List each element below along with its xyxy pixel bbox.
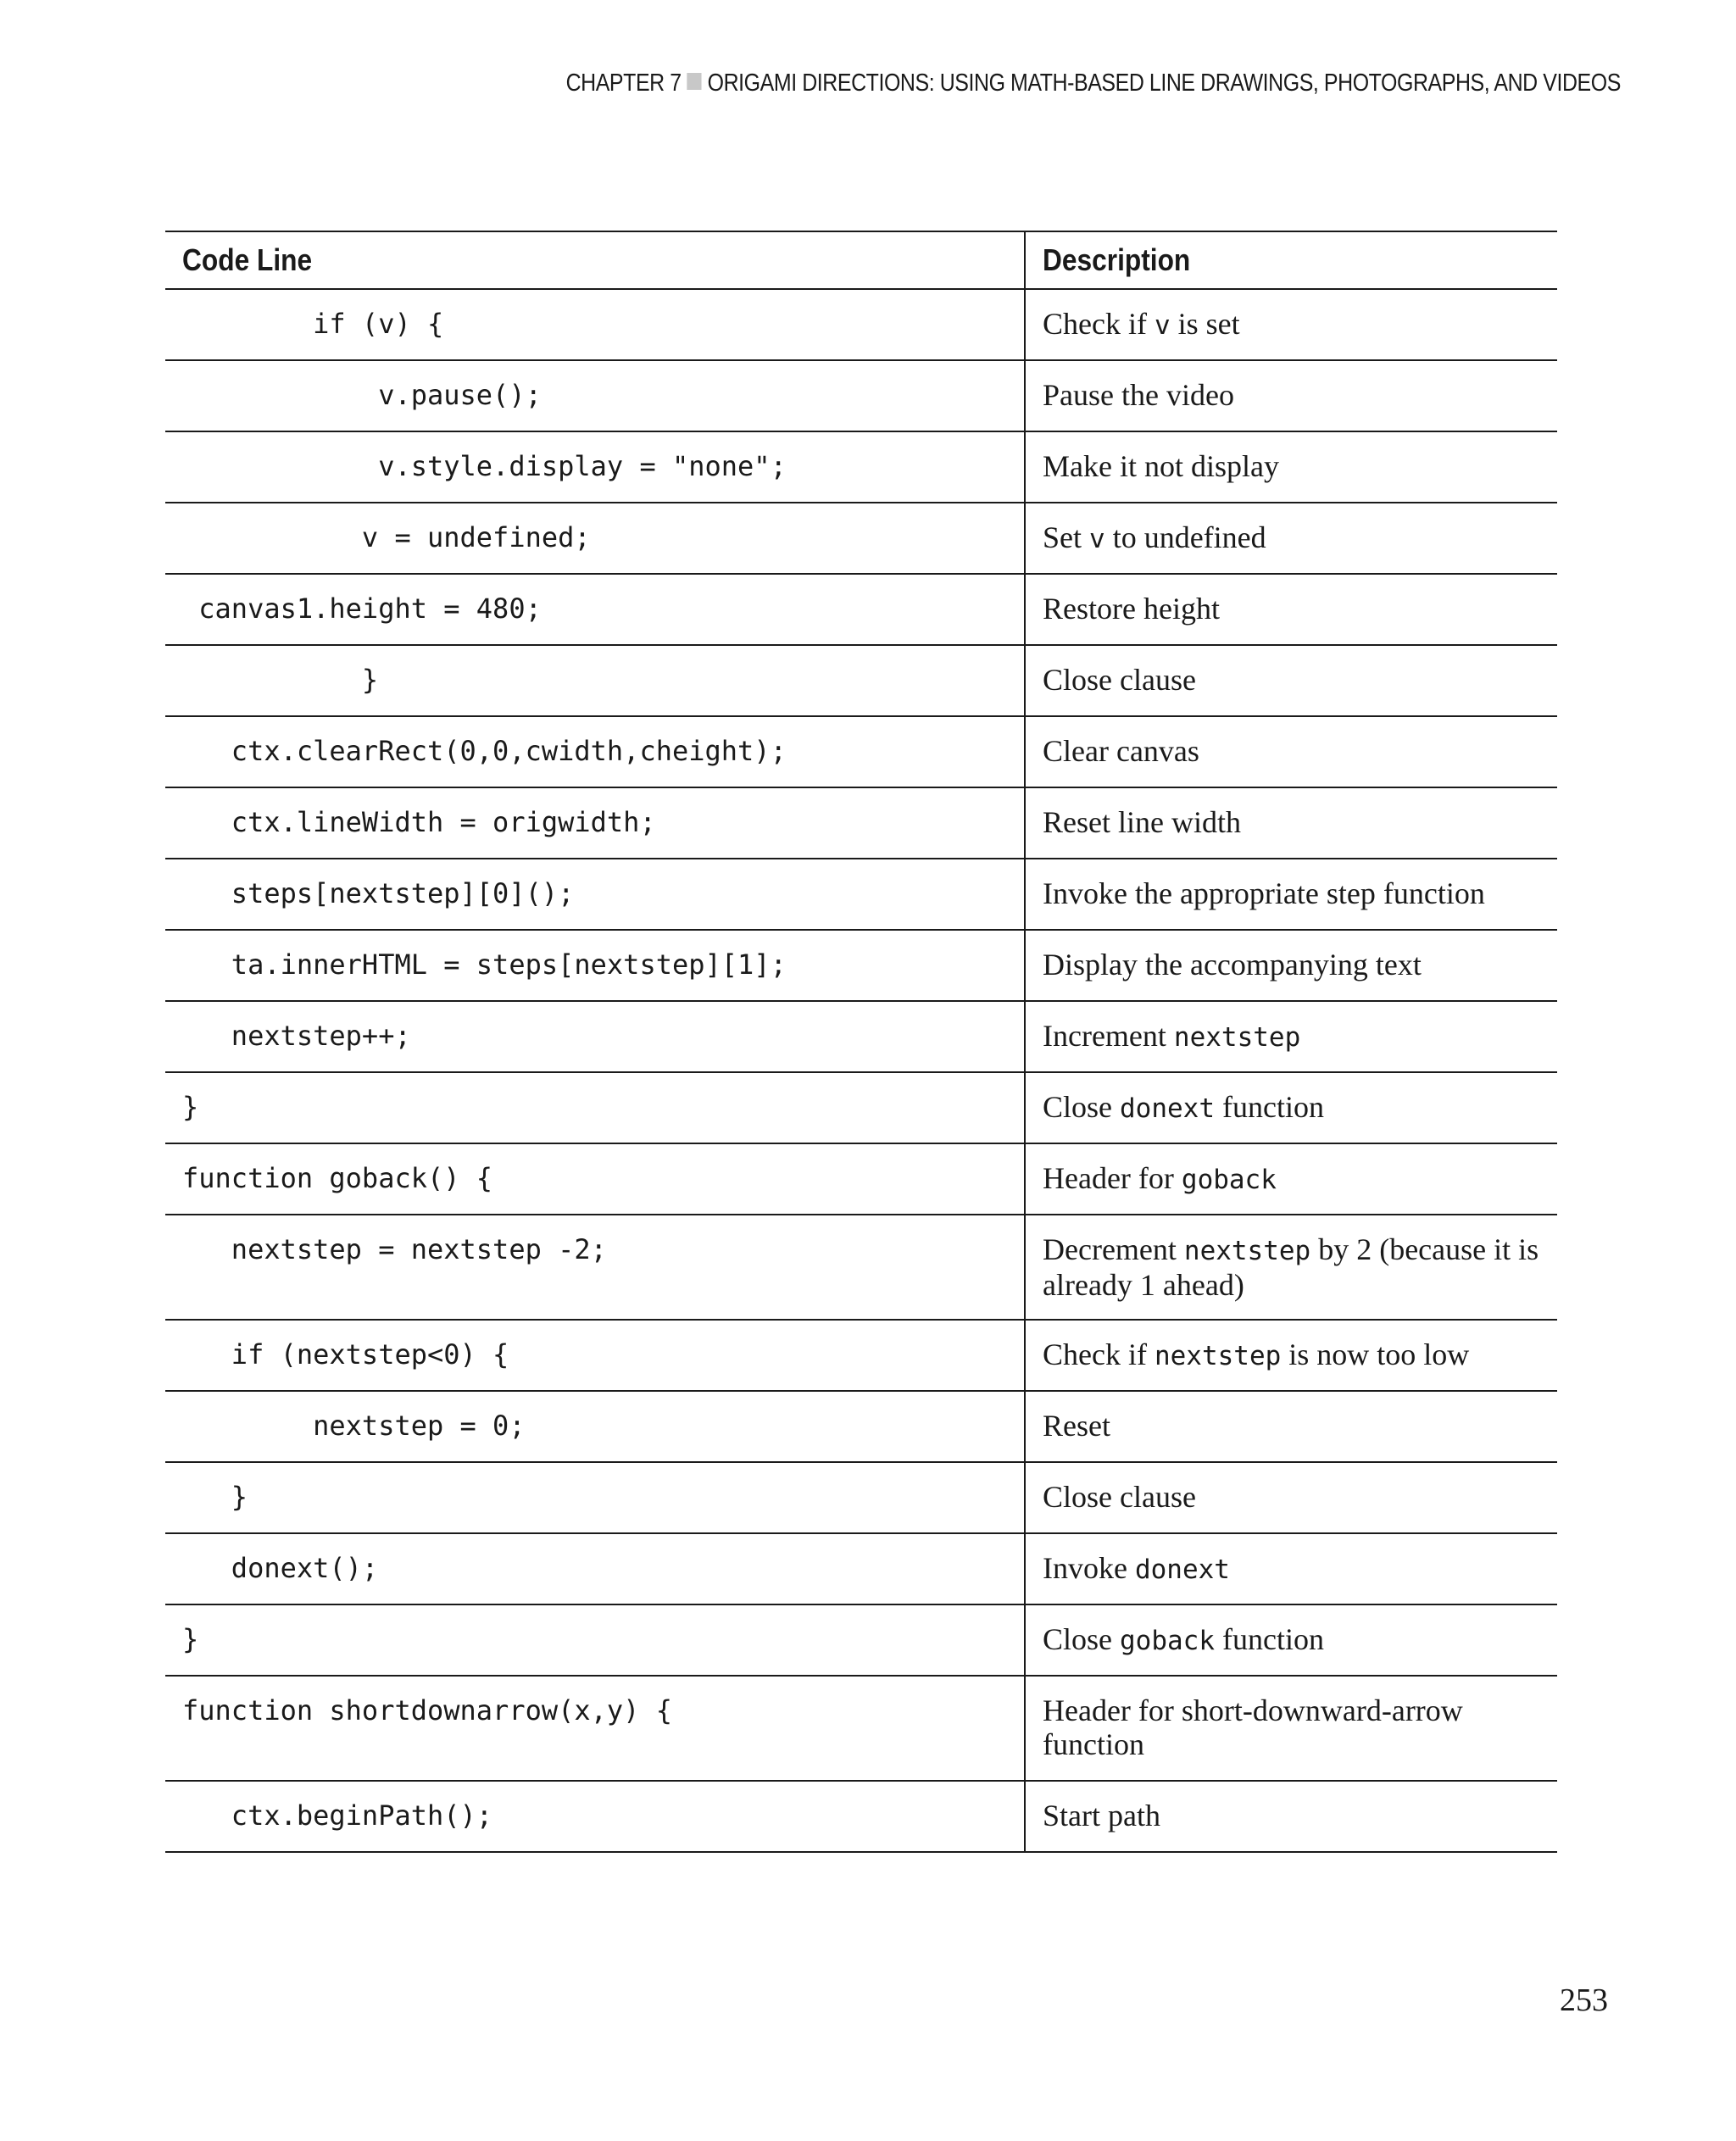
description-cell: [1025, 859, 1557, 930]
table-row: [165, 1676, 1557, 1781]
table-row: [165, 859, 1557, 930]
inline-code: nextstep: [1183, 1236, 1311, 1266]
table-body: [165, 289, 1557, 1852]
code-line-cell: nextstep = 0;: [165, 1391, 1025, 1462]
table-row: [165, 1391, 1557, 1462]
code-line-cell: if (v) {: [165, 289, 1025, 360]
description-text: function: [1215, 1090, 1324, 1124]
code-line-cell: canvas1.height = 480;: [165, 574, 1025, 645]
chapter-label: CHAPTER 7: [565, 70, 682, 97]
column-header-code: Code Line: [165, 231, 1025, 289]
inline-code: donext: [1134, 1554, 1230, 1585]
table-row: [165, 1781, 1557, 1852]
column-header-description: Description: [1025, 231, 1557, 289]
description-text: Close clause: [1043, 663, 1196, 697]
description-text: Invoke: [1043, 1551, 1135, 1585]
description-text: Reset line width: [1043, 805, 1241, 839]
description-cell: [1025, 1533, 1557, 1604]
description-cell: [1025, 716, 1557, 787]
description-text: Close clause: [1043, 1480, 1196, 1514]
description-text: is set: [1170, 307, 1240, 341]
table-row: [165, 503, 1557, 574]
description-text: Display the accompanying text: [1043, 948, 1422, 982]
separator-square: [687, 73, 702, 90]
inline-code: donext: [1120, 1093, 1215, 1124]
description-text: Set: [1043, 520, 1090, 554]
description-text: to undefined: [1104, 520, 1266, 554]
code-line-cell: ctx.clearRect(0,0,cwidth,cheight);: [165, 716, 1025, 787]
inline-code: nextstep: [1173, 1022, 1301, 1053]
description-cell: [1025, 1462, 1557, 1533]
table-row: [165, 716, 1557, 787]
code-line-cell: ctx.beginPath();: [165, 1781, 1025, 1852]
code-line-cell: }: [165, 1072, 1025, 1143]
description-cell: [1025, 1604, 1557, 1676]
description-cell: [1025, 1001, 1557, 1072]
description-cell: [1025, 289, 1557, 360]
table-header-row: [165, 231, 1557, 289]
code-line-cell: nextstep++;: [165, 1001, 1025, 1072]
description-cell: [1025, 1143, 1557, 1215]
code-line-cell: donext();: [165, 1533, 1025, 1604]
code-line-cell: }: [165, 1462, 1025, 1533]
code-description-table: [165, 231, 1557, 1853]
description-text: function: [1215, 1622, 1324, 1656]
description-text: by 2 (because it is already 1 ahead): [1043, 1232, 1539, 1302]
description-text: Start path: [1043, 1799, 1160, 1832]
inline-code: nextstep: [1154, 1341, 1282, 1371]
description-cell: [1025, 1391, 1557, 1462]
description-cell: [1025, 360, 1557, 431]
table-row: [165, 289, 1557, 360]
code-line-cell: function goback() {: [165, 1143, 1025, 1215]
code-line-cell: v.style.display = "none";: [165, 431, 1025, 503]
description-text: Close: [1043, 1090, 1121, 1124]
description-text: Clear canvas: [1043, 734, 1199, 768]
description-text: Header for: [1043, 1161, 1182, 1195]
code-line-cell: v = undefined;: [165, 503, 1025, 574]
table-row: [165, 645, 1557, 716]
description-text: Make it not display: [1043, 449, 1279, 483]
code-line-cell: function shortdownarrow(x,y) {: [165, 1676, 1025, 1781]
table-row: [165, 1604, 1557, 1676]
description-cell: [1025, 1676, 1557, 1781]
inline-code: goback: [1181, 1165, 1277, 1195]
description-text: Decrement: [1043, 1232, 1184, 1266]
code-line-cell: ta.innerHTML = steps[nextstep][1];: [165, 930, 1025, 1001]
description-cell: [1025, 574, 1557, 645]
code-line-cell: nextstep = nextstep -2;: [165, 1215, 1025, 1320]
description-text: Close: [1043, 1622, 1121, 1656]
table-row: [165, 431, 1557, 503]
description-cell: [1025, 645, 1557, 716]
table-row: [165, 1462, 1557, 1533]
description-cell: [1025, 1320, 1557, 1391]
description-text: Restore height: [1043, 592, 1220, 626]
description-text: Check if: [1043, 307, 1155, 341]
description-text: Increment: [1043, 1019, 1174, 1053]
inline-code: v: [1154, 310, 1171, 341]
table-row: [165, 1533, 1557, 1604]
description-text: Header for short-downward-arrow function: [1043, 1693, 1463, 1761]
description-cell: [1025, 1215, 1557, 1320]
inline-code: v: [1089, 524, 1105, 554]
table-row: [165, 1001, 1557, 1072]
page-number: 253: [1560, 1983, 1608, 2018]
description-cell: [1025, 1781, 1557, 1852]
code-line-cell: if (nextstep<0) {: [165, 1320, 1025, 1391]
description-text: Check if: [1043, 1337, 1155, 1371]
table-row: [165, 360, 1557, 431]
code-line-cell: }: [165, 1604, 1025, 1676]
code-line-cell: ctx.lineWidth = origwidth;: [165, 787, 1025, 859]
description-text: Reset: [1043, 1409, 1110, 1443]
code-line-cell: steps[nextstep][0]();: [165, 859, 1025, 930]
code-line-cell: }: [165, 645, 1025, 716]
table-row: [165, 574, 1557, 645]
table-row: [165, 1215, 1557, 1320]
description-cell: [1025, 431, 1557, 503]
table-row: [165, 930, 1557, 1001]
description-cell: [1025, 1072, 1557, 1143]
description-text: is now too low: [1281, 1337, 1470, 1371]
description-text: Pause the video: [1043, 378, 1234, 412]
table-row: [165, 1072, 1557, 1143]
description-text: Invoke the appropriate step function: [1043, 876, 1485, 910]
table-row: [165, 1143, 1557, 1215]
inline-code: goback: [1120, 1626, 1215, 1656]
code-line-cell: v.pause();: [165, 360, 1025, 431]
chapter-title: ORIGAMI DIRECTIONS: USING MATH-BASED LINE DRAWINGS, PHOTOGRAPHS, AND VIDEOS: [707, 70, 1622, 97]
description-cell: [1025, 787, 1557, 859]
running-header: [566, 70, 1621, 97]
table-row: [165, 787, 1557, 859]
description-cell: [1025, 503, 1557, 574]
description-cell: [1025, 930, 1557, 1001]
table-row: [165, 1320, 1557, 1391]
